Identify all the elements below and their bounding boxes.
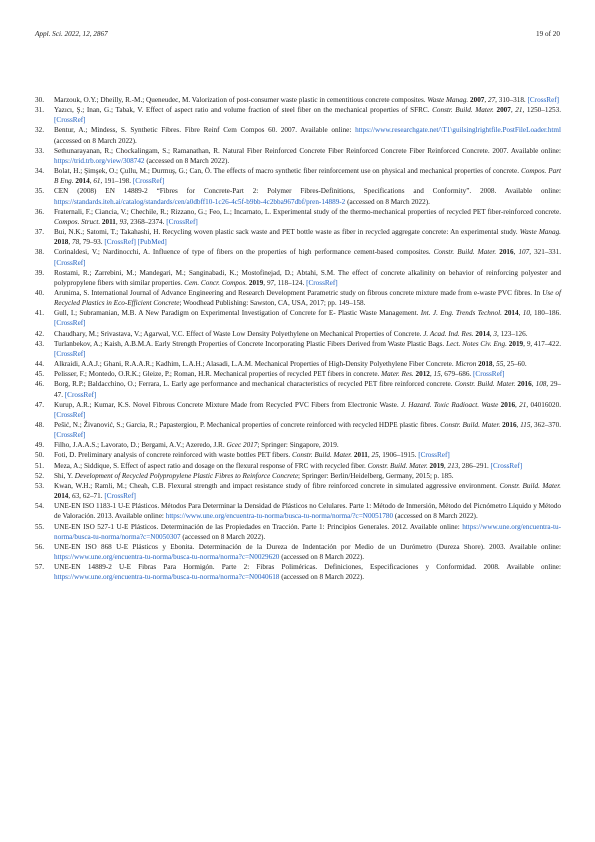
reference-segment: , xyxy=(367,451,372,460)
reference-link[interactable]: [CrossRef] xyxy=(54,410,86,419)
reference-segment: (accessed on 8 March 2022). xyxy=(345,197,430,206)
reference-italic-text: Compos. Part B Eng. xyxy=(54,167,561,186)
reference-number: 55. xyxy=(35,522,44,531)
reference-year: 2007 xyxy=(470,96,485,104)
reference-italic-text: J. Hazard. Toxic Radioact. Waste xyxy=(400,400,499,409)
reference-text xyxy=(54,481,561,501)
reference-text xyxy=(54,105,561,125)
reference-text xyxy=(54,308,561,328)
reference-number: 49. xyxy=(35,441,44,450)
reference-year: 2019 xyxy=(248,278,264,287)
reference-number: 36. xyxy=(35,207,44,216)
reference-item xyxy=(35,420,561,440)
reference-segment: Bentur, A.; Mindess, S. Synthetic Fibres. Fibre Reinf Cem Compos 60. 2007. Available online: xyxy=(54,126,356,135)
reference-italic-text: Int. J. Eng. Trends Technol. xyxy=(420,309,502,318)
reference-italic-text: 61 xyxy=(93,177,101,186)
reference-link[interactable]: https://www.une.org/encuentra-tu-norma/busca-tu-norma/norma/?c=N0051780 xyxy=(165,512,394,521)
reference-segment: Pelisser, F.; Montedo, O.R.K.; Gleize, P.; Roman, H.R. Mechanical properties of recycled PET fibers in concrete. xyxy=(54,370,382,379)
reference-item xyxy=(35,379,561,399)
reference-segment: , xyxy=(443,461,448,470)
reference-item xyxy=(35,329,561,339)
reference-segment: Meza, A.; Siddique, S. Effect of aspect ratio and dosage on the flexural response of FRC with recycled fiber. xyxy=(54,461,368,470)
reference-text xyxy=(54,227,561,247)
reference-text xyxy=(54,288,561,308)
reference-number: 37. xyxy=(35,228,44,237)
reference-number: 39. xyxy=(35,268,44,277)
reference-segment: , 417–422. xyxy=(530,339,562,348)
reference-text xyxy=(54,186,561,206)
reference-italic-text: Constr. Build. Mater. xyxy=(292,451,353,460)
reference-italic-text: 21 xyxy=(519,400,527,409)
reference-italic-text: Mater. Res. xyxy=(381,370,414,379)
reference-year: 2016 xyxy=(502,421,517,429)
reference-segment: , xyxy=(492,360,497,369)
reference-segment: CEN (2008) EN 14889-2 “Fibres for Concrete-Part 2: Polymer Fibres-Definitions, Specifications and Conformity”. 2008. Available online: xyxy=(54,187,561,196)
reference-number: 40. xyxy=(35,288,44,297)
reference-number: 38. xyxy=(35,248,44,257)
reference-segment: , xyxy=(515,400,520,409)
reference-item xyxy=(35,339,561,359)
page-number: 19 of 20 xyxy=(536,30,560,38)
reference-text xyxy=(54,450,561,460)
reference-segment: , xyxy=(516,421,521,429)
reference-segment: , 118–124. xyxy=(274,278,307,287)
reference-italic-text: 115 xyxy=(520,421,531,429)
reference-segment: , 1906–1915. xyxy=(378,451,419,460)
reference-item xyxy=(35,440,561,450)
reference-link[interactable]: [CrossRef] xyxy=(54,258,86,267)
reference-segment: , xyxy=(89,177,94,186)
reference-item xyxy=(35,501,561,521)
reference-segment: , 191–198. xyxy=(100,177,133,186)
reference-italic-text: Constr. Build. Mater. xyxy=(432,106,494,115)
reference-segment: Marzouk, O.Y.; Dheilly, R.-M.; Queneudec, M. Valorization of post-consumer waste plastic in cementitious concrete composites. xyxy=(54,96,428,104)
reference-italic-text: Gcec 2017 xyxy=(226,441,258,450)
reference-segment: Rostami, R.; Zarrebini, M.; Mandegari, M.; Sanginabadi, K.; Mostofinejad, D.; Abtahi, S.M. The effect of concrete alkalinity on behavior of reinforcing polyester and polypropylene fibers with similar properties. xyxy=(54,268,561,287)
reference-item xyxy=(35,562,561,582)
reference-segment: Shi, Y. xyxy=(54,471,75,480)
reference-year: 2012 xyxy=(415,370,430,379)
reference-year: 2011 xyxy=(353,451,368,460)
reference-number: 44. xyxy=(35,360,44,369)
reference-link[interactable]: [CrossRef] xyxy=(527,96,560,104)
reference-number: 43. xyxy=(35,339,44,348)
reference-segment: Yazıcı, Ş.; Inan, G.; Tabak, V. Effect of aspect ratio and volume fraction of steel fiber on the mechanical properties of SFRC. xyxy=(54,106,433,115)
reference-item xyxy=(35,105,561,125)
reference-segment: Sethunarayanan, R.; Chockalingam, S.; Ramanathan, R. Natural Fiber Reinforced Concrete Fiber Reinforced Concrete Fiber Reinforced Concrete. 2007. Available online: xyxy=(54,146,561,155)
reference-segment: Pešić, N.; Živanović, S.; Garcia, R.; Papastergiou, P. Mechanical properties of concrete reinforced with recycled HDPE plastic fibres. xyxy=(54,421,441,429)
reference-link[interactable]: [CrossRef] xyxy=(132,177,165,186)
reference-item xyxy=(35,146,561,166)
reference-segment: , xyxy=(489,329,494,338)
reference-item xyxy=(35,288,561,308)
reference-link[interactable]: [CrossRef] xyxy=(54,319,86,328)
reference-text xyxy=(54,369,561,379)
reference-segment: Fraternali, F.; Ciancia, V.; Chechile, R.; Rizzano, G.; Feo, L.; Incarnato, L. Experimental study of the thermo-mechanical properties of recycled PET fiber-reinforced concrete. xyxy=(54,207,561,216)
reference-italic-text: 3 xyxy=(493,329,497,338)
reference-link[interactable]: [CrossRef] xyxy=(418,451,450,460)
reference-segment: (accessed on 8 March 2022). xyxy=(393,512,478,521)
reference-number: 52. xyxy=(35,471,44,480)
reference-number: 57. xyxy=(35,563,44,572)
reference-segment: , xyxy=(513,248,519,257)
reference-number: 45. xyxy=(35,370,44,379)
reference-italic-text: 213 xyxy=(447,461,459,470)
reference-item xyxy=(35,308,561,328)
reference-item xyxy=(35,268,561,288)
reference-segment: , 29–47. xyxy=(54,380,562,399)
reference-text xyxy=(54,125,561,145)
reference-italic-text: Lect. Notes Civ. Eng. xyxy=(446,339,507,348)
reference-text xyxy=(54,247,561,267)
reference-number: 32. xyxy=(35,126,44,135)
reference-item xyxy=(35,461,561,471)
reference-year: 2018 xyxy=(54,238,69,247)
reference-year: 2014 xyxy=(54,492,69,501)
reference-text xyxy=(54,501,561,521)
reference-segment: , 79–93. xyxy=(79,238,105,247)
reference-italic-text: 21 xyxy=(515,106,523,115)
reference-item xyxy=(35,450,561,460)
reference-link[interactable]: https://www.researchgate.net/\T1\guilsinglrightfile.PostFileLoader.html xyxy=(355,126,561,135)
reference-link[interactable]: [CrossRef] xyxy=(166,217,198,226)
reference-segment: ; Springer: Singapore, 2019. xyxy=(257,441,339,450)
reference-italic-text: Constr. Build. Mater. xyxy=(499,481,561,490)
reference-segment: (accessed on 8 March 2022). xyxy=(144,156,230,165)
reference-text xyxy=(54,379,561,399)
reference-text xyxy=(54,166,561,186)
reference-italic-text: 10 xyxy=(522,309,530,318)
reference-segment: , 286–291. xyxy=(458,461,491,470)
reference-link[interactable]: https://www.une.org/encuentra-tu-norma/busca-tu-norma/norma?c=N0050307 xyxy=(54,522,561,541)
reference-item xyxy=(35,522,561,542)
reference-segment: Bolat, H.; Şimşek, O.; Çullu, M.; Durmuş, G.; Can, Ö. The effects of macro synthetic fiber reinforcement use on physical and mechanical properties of concrete. xyxy=(54,167,521,176)
reference-segment: , xyxy=(429,370,434,379)
reference-item xyxy=(35,481,561,501)
reference-year: 2016 xyxy=(500,400,516,409)
reference-italic-text: J. Acad. Ind. Res. xyxy=(423,329,474,338)
reference-italic-text: Micron xyxy=(455,360,477,369)
reference-year: 2016 xyxy=(517,380,532,389)
reference-link[interactable]: https://trid.trb.org/view/308742 xyxy=(54,156,145,165)
reference-italic-text: 27 xyxy=(487,96,496,104)
reference-segment: , xyxy=(68,492,72,501)
reference-segment: , xyxy=(263,278,267,287)
reference-link[interactable]: [CrossRef] xyxy=(64,390,97,399)
reference-italic-text: Development of Recycled Polypropylene Plastic Fibres to Reinforce Concrete xyxy=(74,471,299,480)
reference-segment: , xyxy=(531,380,536,389)
reference-segment: , 04016020. xyxy=(526,400,562,409)
reference-text xyxy=(54,440,561,450)
reference-number: 30. xyxy=(35,96,44,104)
reference-item xyxy=(35,207,561,227)
reference-segment: Corinaldesi, V.; Nardinocchi, A. Influence of type of fibers on the properties of high performance cement-based composites. xyxy=(54,248,434,257)
reference-segment: , 180–186. xyxy=(529,309,562,318)
reference-segment: UNE-EN ISO 1183-1 U-E Plásticos. Métodos Para Determinar la Densidad de Plásticos no Celulares. Parte 1: Método de Inmersión, Método del Picnómetro Líquido y Método de Valoración. 2013. Available online: xyxy=(54,502,561,521)
reference-item xyxy=(35,471,561,481)
reference-item xyxy=(35,359,561,369)
reference-italic-text: Use of Recycled Plastics in Eco-Efficient Concrete xyxy=(54,288,561,308)
reference-number: 31. xyxy=(35,106,44,115)
reference-text xyxy=(54,471,561,481)
reference-year: 2007 xyxy=(496,106,511,115)
reference-text xyxy=(54,461,561,471)
reference-number: 54. xyxy=(35,502,44,511)
reference-segment: , xyxy=(115,217,120,226)
reference-year: 2019 xyxy=(508,339,524,348)
reference-text xyxy=(54,329,561,339)
reference-number: 48. xyxy=(35,421,44,429)
reference-link[interactable]: [CrossRef] xyxy=(54,431,86,440)
reference-italic-text: 25 xyxy=(371,451,379,460)
reference-italic-text: Constr. Build. Mater. xyxy=(367,461,428,470)
reference-italic-text: 55 xyxy=(496,360,504,369)
reference-link[interactable]: [CrossRef] xyxy=(104,492,136,501)
reference-text xyxy=(54,268,561,288)
reference-number: 34. xyxy=(35,167,44,176)
reference-italic-text: 97 xyxy=(266,278,275,287)
reference-italic-text: Constr. Build. Mater. xyxy=(440,421,501,429)
reference-italic-text: Compos. Struct. xyxy=(54,217,101,226)
reference-segment: Gull, I.; Subramanian, M.B. A New Paradigm on Experimental Investigation of Concrete for E- Plastic Waste Management. xyxy=(54,309,421,318)
reference-segment: Kurup, A.R.; Kumar, K.S. Novel Fibrous Concrete Mixture Made from Recycled PVC Fibers from Electronic Waste. xyxy=(54,400,401,409)
reference-segment: UNE-EN ISO 868 U-E Plásticos y Ebonita. Determinación de la Dureza de Indentación por Medio de un Durómetro (Dureza Shore). 2003. Available online: xyxy=(54,542,561,551)
reference-segment: , 62–71. xyxy=(79,492,105,501)
reference-number: 50. xyxy=(35,451,44,460)
reference-year: 2016 xyxy=(499,248,514,257)
reference-item xyxy=(35,95,561,105)
reference-link[interactable]: [CrossRef] xyxy=(104,238,136,247)
reference-number: 46. xyxy=(35,380,44,389)
reference-link[interactable]: [CrossRef] xyxy=(473,370,505,379)
reference-segment: UNE-EN 14889-2 U-E Fibras Para Hormigón. Parte 2: Fibras Poliméricas. Definiciones, Especificaciones y Conformidad. 2008. Available online: xyxy=(54,563,561,572)
reference-link[interactable]: https://www.une.org/encuentra-tu-norma/busca-tu-norma/norma?c=N0040618 xyxy=(54,573,280,582)
reference-number: 53. xyxy=(35,481,44,490)
reference-segment: , xyxy=(484,96,488,104)
reference-item xyxy=(35,369,561,379)
reference-segment: Foti, D. Preliminary analysis of concrete reinforced with waste bottles PET fibers. xyxy=(54,451,292,460)
reference-italic-text: 9 xyxy=(526,339,531,348)
reference-segment: Alkraidi, A.A.J.; Ghani, R.A.A.R.; Kadhim, L.A.H.; Alasadi, L.A.M. Mechanical Properties of High-Density Polyethylene Fiber Concrete. xyxy=(54,360,456,369)
reference-number: 41. xyxy=(35,309,44,318)
reference-year: 2019 xyxy=(429,461,444,470)
reference-item xyxy=(35,227,561,247)
reference-segment: Chaudhary, M.; Srivastava, V.; Agarwal, V.C. Effect of Waste Low Density Polyethylene on Mechanical Properties of Concrete. xyxy=(54,329,424,338)
reference-link[interactable]: [PubMed] xyxy=(137,238,167,247)
reference-number: 35. xyxy=(35,187,44,196)
reference-segment: UNE-EN ISO 527-1 U-E Plásticos. Determinación de las Propiedades en Tracción. Parte 1: Principios Generales. 2012. Available online: xyxy=(54,522,463,531)
reference-segment: , 1250–1253. xyxy=(522,106,562,115)
reference-segment: Kwan, W.H.; Ramli, M.; Cheah, C.B. Flexural strength and impact resistance study of fibre reinforced concrete in simulated aggressive environment. xyxy=(54,481,500,490)
reference-segment: (accessed on 8 March 2022). xyxy=(279,553,365,562)
reference-italic-text: 63 xyxy=(71,492,80,501)
reference-item xyxy=(35,400,561,420)
reference-text xyxy=(54,359,561,369)
reference-link[interactable]: [CrossRef] xyxy=(54,349,86,358)
reference-segment: , xyxy=(523,339,527,348)
reference-text xyxy=(54,420,561,440)
reference-segment: Bui, N.K.; Satomi, T.; Takahashi, H. Recycling woven plastic sack waste and PET bottle waste as fiber in recycled aggregate concrete: An experimental study. xyxy=(54,228,520,237)
reference-list xyxy=(35,95,561,583)
reference-italic-text: Cem. Concr. Compos. xyxy=(184,278,248,287)
reference-year: 2014 xyxy=(504,309,519,318)
reference-text xyxy=(54,95,561,105)
journal-citation: Appl. Sci. 2022, 12, 2867 xyxy=(35,30,108,38)
reference-segment: , 25–60. xyxy=(503,360,527,369)
reference-italic-text: 15 xyxy=(433,370,441,379)
reference-year: 2014 xyxy=(75,177,90,186)
reference-number: 51. xyxy=(35,461,44,470)
reference-link[interactable]: [CrossRef] xyxy=(54,116,86,125)
reference-link[interactable]: https://www.une.org/encuentra-tu-norma/busca-tu-norma/norma?c=N0029620 xyxy=(54,553,280,562)
reference-link[interactable]: [CrossRef] xyxy=(490,461,523,470)
reference-text xyxy=(54,146,561,166)
reference-segment: Turlanbekov, A.; Kaish, A.B.M.A. Early Strength Properties of Concrete Incorporating Plastic Fibers Derived from Waste Plastic Bags. xyxy=(54,339,447,348)
reference-segment: Arunima, S. International Journal of Advance Engineering and Research Development Parametric study on fibrous concrete mixture made from e-waste PVC fibres. In xyxy=(54,288,543,297)
reference-number: 33. xyxy=(35,146,44,155)
reference-text xyxy=(54,542,561,562)
reference-italic-text: Constr. Build. Mater. xyxy=(454,380,516,389)
reference-segment: , 362–370. xyxy=(530,421,562,429)
reference-segment: , 123–126. xyxy=(496,329,528,338)
reference-segment: (accessed on 8 March 2022). xyxy=(54,136,137,145)
reference-italic-text: Constr. Build. Mater. xyxy=(433,248,497,257)
reference-number: 42. xyxy=(35,329,44,338)
reference-segment: , xyxy=(518,309,523,318)
reference-segment: , xyxy=(510,106,516,115)
reference-item xyxy=(35,186,561,206)
page-header xyxy=(35,28,560,40)
reference-italic-text: 93 xyxy=(119,217,127,226)
reference-item xyxy=(35,542,561,562)
reference-segment: , 2368–2374. xyxy=(126,217,167,226)
reference-item xyxy=(35,166,561,186)
reference-number: 47. xyxy=(35,400,44,409)
reference-text xyxy=(54,522,561,542)
reference-segment: Filho, J.A.A.S.; Lavorato, D.; Bergami, A.V.; Azeredo, J.R. xyxy=(54,441,227,450)
reference-text xyxy=(54,207,561,227)
reference-segment: Borg, R.P.; Baldacchino, O.; Ferrara, L. Early age performance and mechanical characteristics of recycled PET fibre reinforced concrete. xyxy=(54,380,455,389)
reference-text xyxy=(54,562,561,582)
reference-segment: , 310–318. xyxy=(495,96,528,104)
reference-item xyxy=(35,125,561,145)
reference-italic-text: Waste Manag. xyxy=(519,228,561,237)
reference-segment: , 321–331. xyxy=(529,248,562,257)
reference-italic-text: 108 xyxy=(535,380,547,389)
reference-segment: ; Woodhead Publishing: Sawston, CA, USA, 2017; pp. 149–158. xyxy=(179,299,366,308)
reference-segment: (accessed on 8 March 2022). xyxy=(279,573,365,582)
reference-italic-text: Waste Manag. xyxy=(427,96,469,104)
reference-italic-text: 78 xyxy=(71,238,80,247)
reference-link[interactable]: [CrossRef] xyxy=(306,278,338,287)
reference-year: 2018 xyxy=(478,360,493,369)
reference-text xyxy=(54,339,561,359)
reference-year: 2011 xyxy=(101,217,116,226)
reference-number: 56. xyxy=(35,542,44,551)
reference-segment: ; Springer: Berlin/Heidelberg, Germany, 2015; p. 185. xyxy=(298,471,454,480)
reference-year: 2014 xyxy=(475,329,490,338)
reference-item xyxy=(35,247,561,267)
reference-text xyxy=(54,400,561,420)
reference-link[interactable]: https://standards.iteh.ai/catalog/standards/cen/a0dbff10-1c26-4c5f-b9bb-4c2bba967dbf/pren-14889-2 xyxy=(54,197,346,206)
reference-italic-text: 107 xyxy=(518,248,530,257)
reference-segment: , 679–686. xyxy=(440,370,473,379)
reference-segment: , xyxy=(68,238,72,247)
reference-segment: (accessed on 8 March 2022). xyxy=(180,532,266,541)
